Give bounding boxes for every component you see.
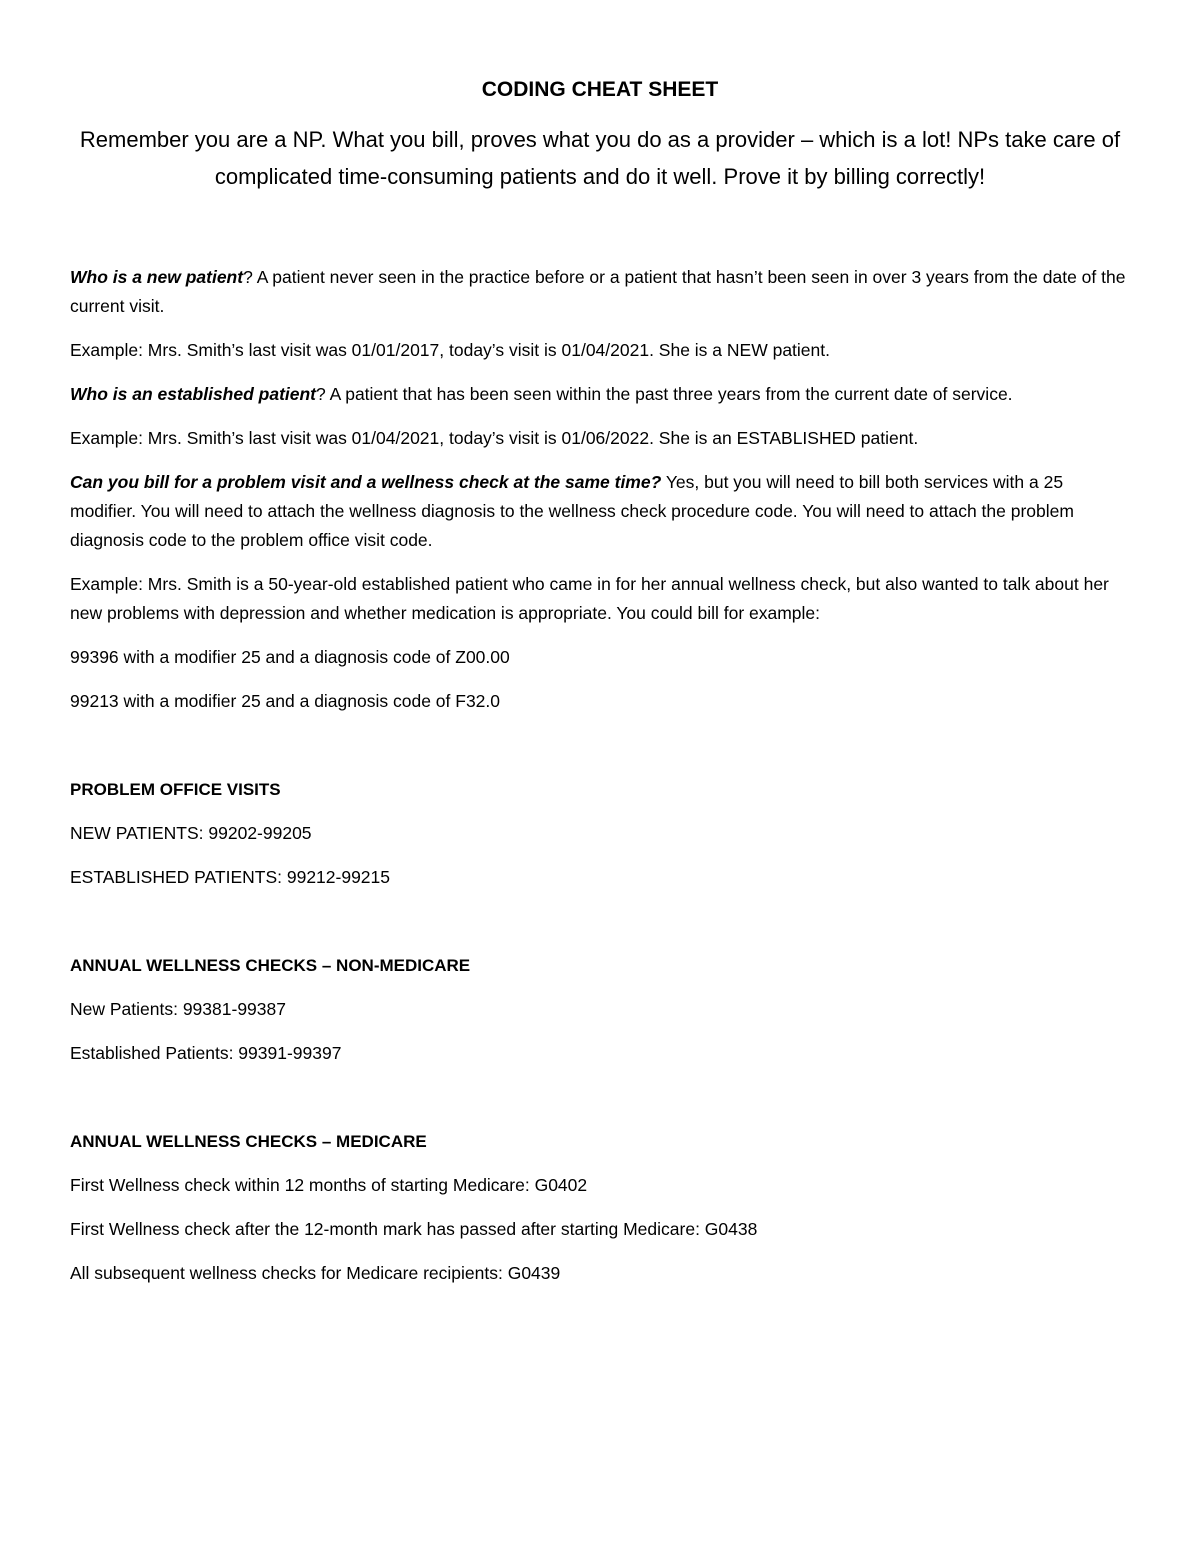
medicare-first-within: First Wellness check within 12 months of starting Medicare: G0402 <box>70 1175 588 1195</box>
section-spacer <box>70 907 1130 951</box>
new-patient-example: Example: Mrs. Smith’s last visit was 01/01/2017, today’s visit is 01/04/2021. She is a NEW patient. <box>70 340 830 360</box>
new-patient-question: Who is a new patient <box>70 267 244 287</box>
document-body <box>70 263 1130 1288</box>
problem-visits-established: ESTABLISHED PATIENTS: 99212-99215 <box>70 867 391 887</box>
problem-visits-heading: PROBLEM OFFICE VISITS <box>70 780 281 799</box>
same-time-example: Example: Mrs. Smith is a 50-year-old established patient who came in for her annual wellness check, but also wanted to talk about her new problems with depression and whether medication is appropriate. You could bill for example: <box>70 574 1109 623</box>
problem-visits-new: NEW PATIENTS: 99202-99205 <box>70 823 312 843</box>
established-patient-answer: ? A patient that has been seen within the past three years from the current date of service. <box>316 384 1013 404</box>
document-title: CODING CHEAT SHEET <box>481 78 719 101</box>
section-spacer <box>70 731 1130 775</box>
new-patient-definition <box>70 263 1130 321</box>
medicare-heading: ANNUAL WELLNESS CHECKS – MEDICARE <box>70 1132 427 1151</box>
established-patient-example: Example: Mrs. Smith’s last visit was 01/04/2021, today’s visit is 01/06/2022. She is an ESTABLISHED patient. <box>70 428 919 448</box>
established-patient-question: Who is an established patient <box>70 384 317 404</box>
intro-text: Remember you are a NP. What you bill, proves what you do as a provider – which is a lot! NPs take care of complicated time-consuming patients and do it well. Prove it by billing correctly! <box>79 127 1121 189</box>
billing-line-2: 99213 with a modifier 25 and a diagnosis code of F32.0 <box>70 691 501 711</box>
new-patient-answer: ? A patient never seen in the practice before or a patient that hasn’t been seen in over 3 years from the date of the current visit. <box>70 267 1126 316</box>
section-spacer <box>70 1083 1130 1127</box>
billing-line-1: 99396 with a modifier 25 and a diagnosis code of Z00.00 <box>70 647 510 667</box>
non-medicare-new: New Patients: 99381-99387 <box>70 999 286 1019</box>
non-medicare-established: Established Patients: 99391-99397 <box>70 1043 342 1063</box>
same-time-question: Can you bill for a problem visit and a wellness check at the same time? <box>70 472 662 492</box>
non-medicare-heading: ANNUAL WELLNESS CHECKS – NON-MEDICARE <box>70 956 471 975</box>
same-time-answer: Yes, but you will need to bill both services with a 25 modifier. You will need to attach the wellness diagnosis to the wellness check procedure code. You will need to attach the problem diagnosis code to the problem office visit code. <box>70 472 1074 550</box>
same-time-definition <box>70 468 1130 555</box>
medicare-subsequent: All subsequent wellness checks for Medicare recipients: G0439 <box>70 1263 561 1283</box>
medicare-first-after: First Wellness check after the 12-month mark has passed after starting Medicare: G0438 <box>70 1219 758 1239</box>
established-patient-definition <box>70 380 1130 409</box>
